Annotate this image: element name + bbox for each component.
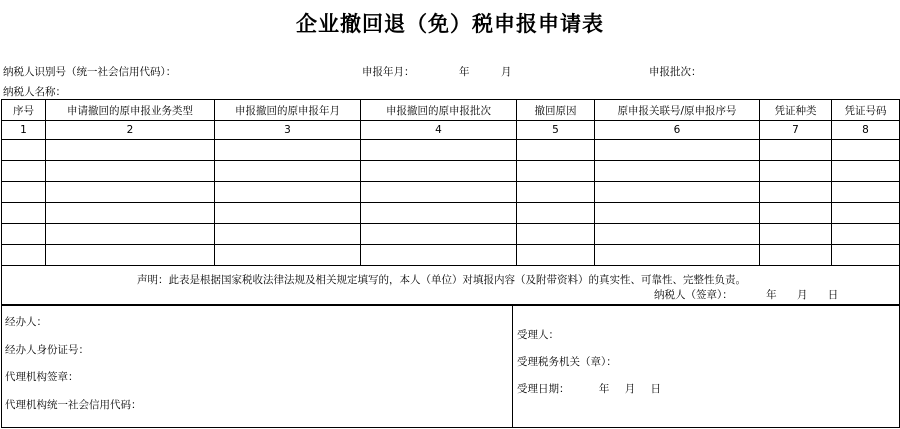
table-cell[interactable] bbox=[2, 161, 46, 182]
table-row[interactable] bbox=[2, 245, 900, 266]
header-cell: 申请撤回的原申报业务类型 bbox=[46, 100, 215, 121]
receive-date-row bbox=[517, 381, 661, 396]
handler-block bbox=[2, 306, 513, 428]
table-cell[interactable] bbox=[760, 182, 832, 203]
declaration-signature bbox=[654, 287, 838, 302]
header-cell: 原申报关联号/原申报序号 bbox=[595, 100, 760, 121]
header-cell: 申报撤回的原申报年月 bbox=[215, 100, 361, 121]
table-cell[interactable] bbox=[832, 245, 900, 266]
receive-year: 年 bbox=[598, 383, 610, 395]
table-cell[interactable] bbox=[760, 203, 832, 224]
agency-credit-code-label: 代理机构统一社会信用代码： bbox=[5, 399, 142, 411]
header-cell: 凭证种类 bbox=[760, 100, 832, 121]
table-cell[interactable] bbox=[517, 203, 595, 224]
table-row[interactable] bbox=[2, 140, 900, 161]
declare-period-label: 申报年月： bbox=[362, 66, 415, 78]
index-cell: 6 bbox=[595, 121, 760, 140]
table-cell[interactable] bbox=[2, 245, 46, 266]
header-cell: 序号 bbox=[2, 100, 46, 121]
table-cell[interactable] bbox=[595, 245, 760, 266]
handler-id-label: 经办人身份证号： bbox=[5, 344, 89, 356]
index-cell: 4 bbox=[361, 121, 517, 140]
table-cell[interactable] bbox=[46, 203, 215, 224]
table-cell[interactable] bbox=[2, 224, 46, 245]
sign-month: 月 bbox=[796, 289, 808, 301]
index-cell: 5 bbox=[517, 121, 595, 140]
index-cell: 8 bbox=[832, 121, 900, 140]
approval-table bbox=[1, 305, 900, 428]
taxpayer-name-label: 纳税人名称： bbox=[3, 86, 66, 98]
receiver-label: 受理人： bbox=[517, 329, 559, 341]
index-cell: 7 bbox=[760, 121, 832, 140]
table-cell[interactable] bbox=[46, 224, 215, 245]
declare-year-unit: 年 bbox=[459, 66, 470, 78]
receive-day: 日 bbox=[650, 383, 662, 395]
table-cell[interactable] bbox=[517, 140, 595, 161]
table-cell[interactable] bbox=[2, 203, 46, 224]
table-cell[interactable] bbox=[760, 245, 832, 266]
withdrawal-table bbox=[1, 99, 900, 305]
table-cell[interactable] bbox=[361, 224, 517, 245]
table-cell[interactable] bbox=[595, 140, 760, 161]
signer-label: 纳税人（签章）： bbox=[654, 289, 733, 301]
table-cell[interactable] bbox=[832, 140, 900, 161]
table-cell[interactable] bbox=[2, 182, 46, 203]
table-cell[interactable] bbox=[361, 140, 517, 161]
table-index-row bbox=[2, 121, 900, 140]
table-cell[interactable] bbox=[46, 245, 215, 266]
table-cell[interactable] bbox=[517, 182, 595, 203]
table-cell[interactable] bbox=[215, 140, 361, 161]
table-cell[interactable] bbox=[46, 161, 215, 182]
declaration-cell bbox=[2, 266, 900, 305]
table-cell[interactable] bbox=[2, 140, 46, 161]
table-cell[interactable] bbox=[215, 161, 361, 182]
table-cell[interactable] bbox=[215, 182, 361, 203]
receiver-block bbox=[513, 306, 900, 428]
receive-month: 月 bbox=[624, 383, 636, 395]
declaration-text: 声明：此表是根据国家税收法律法规及相关规定填写的，本人（单位）对填报内容（及附带资料）的真实性、可靠性、完整性负责。 bbox=[137, 274, 746, 286]
table-row[interactable] bbox=[2, 182, 900, 203]
table-cell[interactable] bbox=[215, 245, 361, 266]
table-cell[interactable] bbox=[361, 203, 517, 224]
declaration-row bbox=[2, 266, 900, 305]
taxpayer-id-label: 纳税人识别号（统一社会信用代码）： bbox=[3, 66, 177, 78]
tax-office-label: 受理税务机关（章）： bbox=[517, 356, 617, 368]
sign-day: 日 bbox=[827, 289, 839, 301]
sign-year: 年 bbox=[766, 289, 777, 301]
index-cell: 3 bbox=[215, 121, 361, 140]
table-cell[interactable] bbox=[595, 224, 760, 245]
table-cell[interactable] bbox=[832, 182, 900, 203]
agency-seal-label: 代理机构签章： bbox=[5, 371, 79, 383]
table-cell[interactable] bbox=[46, 182, 215, 203]
table-row[interactable] bbox=[2, 161, 900, 182]
table-header-row bbox=[2, 100, 900, 121]
table-cell[interactable] bbox=[361, 245, 517, 266]
header-cell: 凭证号码 bbox=[832, 100, 900, 121]
table-cell[interactable] bbox=[46, 140, 215, 161]
table-cell[interactable] bbox=[595, 161, 760, 182]
table-cell[interactable] bbox=[832, 161, 900, 182]
table-cell[interactable] bbox=[517, 224, 595, 245]
table-row[interactable] bbox=[2, 203, 900, 224]
table-cell[interactable] bbox=[595, 203, 760, 224]
receive-date-label: 受理日期： bbox=[517, 383, 570, 395]
table-cell[interactable] bbox=[832, 203, 900, 224]
table-cell[interactable] bbox=[361, 182, 517, 203]
table-cell[interactable] bbox=[517, 245, 595, 266]
table-cell[interactable] bbox=[215, 224, 361, 245]
table-cell[interactable] bbox=[595, 182, 760, 203]
table-cell[interactable] bbox=[760, 224, 832, 245]
table-cell[interactable] bbox=[832, 224, 900, 245]
table-cell[interactable] bbox=[760, 161, 832, 182]
table-cell[interactable] bbox=[760, 140, 832, 161]
index-cell: 2 bbox=[46, 121, 215, 140]
table-row[interactable] bbox=[2, 224, 900, 245]
header-cell: 撤回原因 bbox=[517, 100, 595, 121]
header-cell: 申报撤回的原申报批次 bbox=[361, 100, 517, 121]
batch-label: 申报批次： bbox=[649, 66, 702, 78]
index-cell: 1 bbox=[2, 121, 46, 140]
declare-month-unit: 月 bbox=[501, 66, 512, 78]
form-title: 企业撤回退（免）税申报申请表 bbox=[296, 11, 604, 36]
table-cell[interactable] bbox=[361, 161, 517, 182]
handler-label: 经办人： bbox=[5, 316, 47, 328]
table-cell[interactable] bbox=[517, 161, 595, 182]
table-cell[interactable] bbox=[215, 203, 361, 224]
